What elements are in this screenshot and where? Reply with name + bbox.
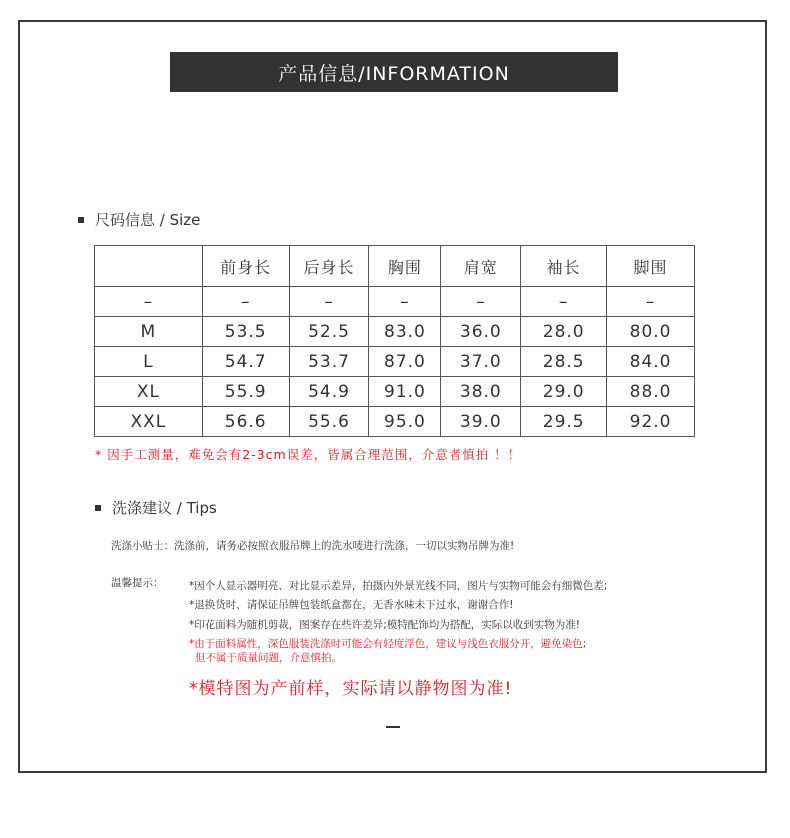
table-cell: 88.0 (607, 377, 695, 407)
table-cell: 56.6 (202, 407, 289, 437)
table-cell: 36.0 (441, 317, 521, 347)
table-cell: 83.0 (369, 317, 441, 347)
bullet-icon (78, 217, 84, 223)
table-cell: – (202, 287, 289, 317)
table-cell: L (95, 347, 203, 377)
table-cell: 87.0 (369, 347, 441, 377)
header-cell: 后身长 (289, 246, 369, 287)
table-cell: 37.0 (441, 347, 521, 377)
table-cell: 53.7 (289, 347, 369, 377)
header-cell: 胸围 (369, 246, 441, 287)
reminder-red-line: *由于面料属性，深色服装洗涤时可能会有轻度浮色，建议与浅色衣服分开，避免染色; (189, 638, 587, 650)
table-cell: 84.0 (607, 347, 695, 377)
table-row (95, 377, 695, 407)
end-dash-divider (386, 726, 400, 728)
wash-tip-label: 洗涤小贴士： (111, 540, 174, 552)
table-header-row (95, 246, 695, 287)
table-cell: 55.6 (289, 407, 369, 437)
table-row (95, 317, 695, 347)
reminder-line: *因个人显示器明亮、对比显示差异，拍摄内外景光线不同，图片与实物可能会有细微色差; (189, 580, 608, 592)
reminder-line: *退换货时，请保证吊牌包装纸盒都在，无香水味未下过水，谢谢合作! (189, 599, 514, 611)
reminder-red-line: 但不属于质量问题，介意慎拍。 (195, 652, 342, 664)
table-cell: – (441, 287, 521, 317)
table-row (95, 287, 695, 317)
table-cell: 80.0 (607, 317, 695, 347)
table-cell: XL (95, 377, 203, 407)
tips-heading-text: 洗涤建议 / Tips (112, 499, 217, 517)
measurement-note: * 因手工测量，难免会有2-3cm误差，皆属合理范围，介意者慎拍 ！！ (95, 447, 522, 462)
table-cell: 39.0 (441, 407, 521, 437)
table-cell: – (95, 287, 203, 317)
header-cell: 前身长 (202, 246, 289, 287)
table-cell: 29.0 (521, 377, 607, 407)
header-cell (95, 246, 203, 287)
table-cell: 92.0 (607, 407, 695, 437)
table-cell: 54.7 (202, 347, 289, 377)
table-cell: 28.5 (521, 347, 607, 377)
table-cell: – (521, 287, 607, 317)
table-cell: XXL (95, 407, 203, 437)
reminder-label: 温馨提示： (111, 577, 164, 589)
tips-section-heading (95, 497, 217, 518)
table-row (95, 407, 695, 437)
info-banner (170, 52, 618, 92)
table-cell: 38.0 (441, 377, 521, 407)
table-cell: 91.0 (369, 377, 441, 407)
table-cell: 29.5 (521, 407, 607, 437)
table-cell: M (95, 317, 203, 347)
table-cell: 53.5 (202, 317, 289, 347)
table-cell: – (289, 287, 369, 317)
wash-tip (111, 540, 514, 553)
reminder-line: *印花面料为随机剪裁，图案存在些许差异;模特配饰均为搭配，实际以收到实物为准! (189, 619, 580, 631)
table-cell: 55.9 (202, 377, 289, 407)
size-table (94, 245, 695, 437)
header-cell: 脚围 (607, 246, 695, 287)
model-note: *模特图为产前样，实际请以静物图为准! (189, 679, 513, 699)
header-cell: 肩宽 (441, 246, 521, 287)
table-cell: 95.0 (369, 407, 441, 437)
size-heading-text: 尺码信息 / Size (95, 211, 201, 229)
wash-tip-text: 洗涤前，请务必按照衣服吊牌上的洗水唛进行洗涤，一切以实物吊牌为准! (174, 540, 515, 552)
table-cell: 54.9 (289, 377, 369, 407)
table-cell: – (607, 287, 695, 317)
table-row (95, 347, 695, 377)
bullet-icon (95, 505, 101, 511)
table-cell: – (369, 287, 441, 317)
banner-title: 产品信息/INFORMATION (278, 62, 510, 85)
size-section-heading (78, 209, 200, 230)
table-cell: 28.0 (521, 317, 607, 347)
table-cell: 52.5 (289, 317, 369, 347)
header-cell: 袖长 (521, 246, 607, 287)
